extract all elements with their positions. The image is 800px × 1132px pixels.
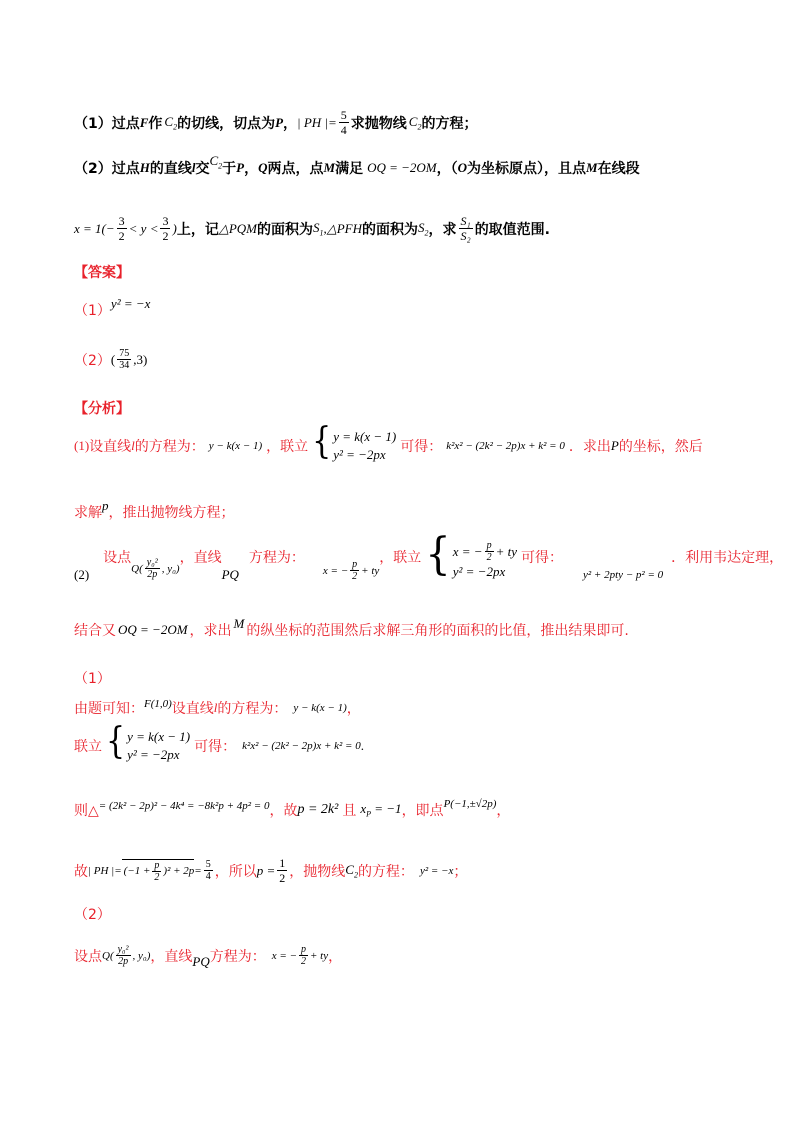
q2-t1: 的直线: [149, 161, 192, 177]
sol1c-eq1: = (2k² − 2p)² − 4k⁴ = −8k²p + 4p² = 0: [98, 800, 270, 812]
sol2a-pfrac: $\frac{p}{2}$: [300, 944, 306, 967]
an2-Q: Q(: [131, 562, 143, 575]
sol1d-t1: 故: [74, 863, 88, 880]
q2-t7: 为坐标原点），且点: [467, 161, 587, 177]
an2-qrest: , y₀): [161, 562, 180, 575]
sol1b-t2: 可得：: [194, 739, 237, 755]
an2-system: { x = − $\frac{p}{2}$ + ty y² = −2px: [425, 540, 517, 581]
answer-2-label: （2）: [74, 352, 111, 369]
q1-C2: $C_2$: [164, 113, 178, 132]
brace-icon: {: [425, 529, 451, 580]
an1b-p: p: [102, 498, 109, 513]
sol1c-t3: 且: [342, 803, 357, 819]
sol2a-t3: 方程为：: [209, 948, 266, 965]
answer-2-close: ,3): [133, 351, 148, 367]
q3-segment: x = 1(−: [74, 220, 115, 236]
q2-M2: M: [586, 160, 598, 175]
q2-Q: Q: [258, 160, 268, 175]
an2-label: (2): [74, 566, 90, 582]
an1-eq2: k²x² − (2k² − 2p)x + k² = 0: [446, 440, 565, 452]
solution-1b: [74, 720, 760, 764]
q2-t5: 满足: [335, 161, 364, 177]
sol1a-l: l: [213, 700, 218, 715]
q3-tri2: ,△PFH: [323, 220, 363, 236]
an1-t3: ，联立: [266, 439, 309, 455]
answer-2-frac: $\frac{75}{34}$: [119, 348, 130, 371]
sol1a-t1: 由题可知：: [74, 701, 144, 717]
q2-prefix: （2）过点: [74, 161, 140, 177]
q3-t4: ，求: [428, 221, 457, 238]
sol1d-t3: ，抛物线: [289, 863, 346, 880]
q2-t2: 交: [195, 161, 210, 177]
q2-O: O: [457, 160, 468, 175]
solution-1c: [74, 800, 760, 820]
solution-1d: [74, 856, 760, 885]
q2-P: P: [236, 160, 245, 175]
sol2a-eq: x = −: [271, 949, 297, 962]
an1-t1: 设直线: [89, 439, 132, 455]
sol1d-sqrt: (−1 + $\frac{p}{2}$ )² + 2p: [123, 859, 195, 883]
answer-2-open: (: [110, 351, 116, 367]
sol1d-frac: $\frac{5}{4}$: [205, 859, 211, 882]
sol1c-t1: 则△: [74, 803, 99, 819]
question-1-line: [74, 108, 760, 137]
an1b-t2: ，推出抛物线方程；: [108, 505, 235, 521]
q1-C2b: $C_2$: [408, 113, 422, 132]
an1-p: P: [610, 438, 619, 453]
sol1c-t4: ，即点: [401, 803, 444, 819]
analysis-1b: [74, 498, 760, 522]
analysis-3: [74, 616, 760, 640]
an1-t2: 的方程为：: [134, 439, 205, 455]
an1-t5: ．求出: [568, 439, 611, 455]
an2-PQ: PQ: [221, 566, 239, 582]
sol1d-eq2: y² = −x: [419, 864, 454, 877]
q2-t3: 于: [222, 161, 237, 177]
answer-1: [74, 296, 760, 320]
q3-ratio: $\frac{\text{S₁}}{\text{S₂}}$: [460, 214, 471, 243]
q1-comma: ，: [283, 115, 298, 132]
answer-1-label: （1）: [74, 303, 111, 319]
q3-t3: 的面积为: [362, 221, 419, 238]
q2-t8: 在线段: [597, 161, 640, 177]
an1-t4: 可得：: [400, 439, 443, 455]
q2-vector-eq: OQ = −2OM: [367, 160, 437, 175]
sol1a-t4: ，: [346, 701, 361, 717]
q1-F: F: [139, 114, 149, 130]
brace-icon: {: [106, 720, 126, 763]
analysis-2: [74, 529, 784, 582]
sol1c-eq2: p = 2k²: [297, 802, 339, 817]
q1-t3: 求抛物线: [350, 115, 407, 132]
q2-C2: $C_2$: [209, 153, 223, 171]
sol1d-p: p =: [256, 862, 276, 878]
q3-mid: < y <: [128, 220, 159, 236]
sol1d-eq1: | PH |=: [88, 864, 122, 877]
an2-eq1b: + ty: [361, 564, 380, 577]
question-3-line: [74, 214, 760, 243]
an1-label: (1): [74, 438, 90, 453]
sol1d-eq1b: =: [194, 864, 202, 877]
q3-close: ): [172, 220, 177, 236]
q3-frac1: $\frac{3}{2}$: [118, 214, 125, 243]
an1-l: l: [131, 438, 135, 453]
an2-eq2: y² + 2pty − p² = 0: [582, 568, 664, 581]
an3-t2: ，求出: [189, 623, 232, 639]
answer-1-eq: y² = −x: [110, 296, 151, 311]
solution-1a: [74, 698, 760, 718]
an2-t1: 设点: [103, 549, 132, 566]
q2-t6: ，（: [436, 161, 458, 177]
sol1c-t2: ，故: [269, 803, 298, 819]
q1-prefix: （1）过点: [74, 115, 140, 132]
sol1a-t2: 设直线: [171, 701, 214, 717]
q1-P: P: [275, 114, 284, 130]
sol1d-t4: 的方程：: [357, 863, 414, 880]
an3-t3: 的纵坐标的范围然后求解三角形的面积的比值，推出结果即可.: [246, 623, 629, 639]
brace-icon: {: [312, 420, 332, 463]
sol2a-qfrac: $\frac{\text{y₀²}}{2p}$: [117, 944, 129, 967]
q3-t1: 上，记: [176, 221, 219, 238]
an1-eq1: y − k(x − 1): [208, 440, 263, 452]
an2-pfrac: $\frac{p}{2}$: [352, 559, 358, 582]
q2-H: H: [139, 160, 150, 175]
an2-qfrac: $\frac{\text{y₀²}}{2p}$: [146, 557, 158, 580]
sol1a-t3: 的方程为：: [217, 701, 288, 717]
q3-S2: $S_2$: [418, 219, 429, 238]
q3-tri1: △PQM: [218, 220, 257, 236]
sol2a-t1: 设点: [74, 948, 102, 965]
analysis-1: [74, 420, 760, 464]
sol1b-eq: k²x² − (2k² − 2p)x + k² = 0: [242, 740, 361, 752]
sol1c-pt: P(−1,±√2p): [443, 798, 497, 810]
sol1d-C2: $C_2$: [345, 861, 358, 880]
q3-t2: 的面积为: [256, 221, 313, 238]
an2-t3: 方程为：: [248, 549, 305, 566]
an2-t4: ，联立: [379, 549, 422, 566]
solution-1-label: （1）: [74, 671, 111, 687]
an2-t6: ．利用韦达定理，: [671, 549, 784, 566]
sol2a-qrest: , y₀): [132, 949, 151, 962]
sol2a-PQ: PQ: [192, 953, 210, 969]
an2-eq1: x = −: [322, 564, 349, 577]
sol1d-t2: ，所以: [214, 863, 257, 880]
sol2a-t2: ，直线: [150, 948, 193, 965]
an1-t6: 的坐标，然后: [618, 439, 703, 455]
q1-t2: 的切线，切点为: [177, 115, 276, 132]
q2-t4: 两点，点: [267, 161, 324, 177]
q2-comma: ，: [244, 161, 259, 177]
sol1c-t5: ，: [496, 803, 511, 819]
sol1d-t5: ；: [453, 863, 468, 880]
sol1b-t3: .: [360, 738, 364, 753]
sol1b-system: { y = k(x − 1) y² = −2px: [106, 728, 190, 764]
solution-2-label: （2）: [74, 907, 111, 923]
an2-t5: 可得：: [520, 549, 563, 566]
q3-S1: $S_1$: [312, 219, 324, 238]
analysis-header: 【分析】: [74, 401, 130, 417]
q1-t4: 的方程；: [421, 115, 478, 132]
sol1d-half: $\frac{1}{2}$: [279, 856, 286, 885]
q3-frac2: $\frac{3}{2}$: [162, 214, 169, 243]
answer-2: [74, 348, 760, 371]
question-2-line: [74, 153, 760, 178]
q1-PH: | PH |=: [297, 114, 337, 130]
q2-M: M: [323, 160, 336, 175]
sol1a-eq: y − k(x − 1): [293, 702, 347, 714]
an1b-t1: 求解: [74, 505, 102, 521]
q1-fraction: $\frac{5}{4}$: [340, 108, 347, 137]
an3-t1: 结合又: [74, 623, 116, 639]
sol2a-Q: Q(: [102, 949, 114, 962]
sol1a-F: F(1,0): [144, 698, 172, 710]
q3-t5: 的取值范围.: [474, 221, 551, 238]
sol2a-t4: ，: [328, 948, 343, 965]
sol2a-eqb: + ty: [309, 949, 329, 962]
an3-vector-eq: OQ = −2OM: [118, 622, 188, 637]
solution-2a: [74, 944, 760, 967]
an3-M: M: [233, 616, 245, 631]
q1-t1: 作: [148, 115, 163, 132]
sol1b-t1: 联立: [74, 739, 102, 755]
an2-t2: ，直线: [179, 549, 222, 566]
sol1c-eq3: $x_P = -1$: [360, 801, 402, 819]
q2-l: l: [191, 160, 196, 175]
answer-header: 【答案】: [74, 265, 130, 281]
an1-system: { y = k(x − 1) y² = −2px: [312, 428, 396, 464]
